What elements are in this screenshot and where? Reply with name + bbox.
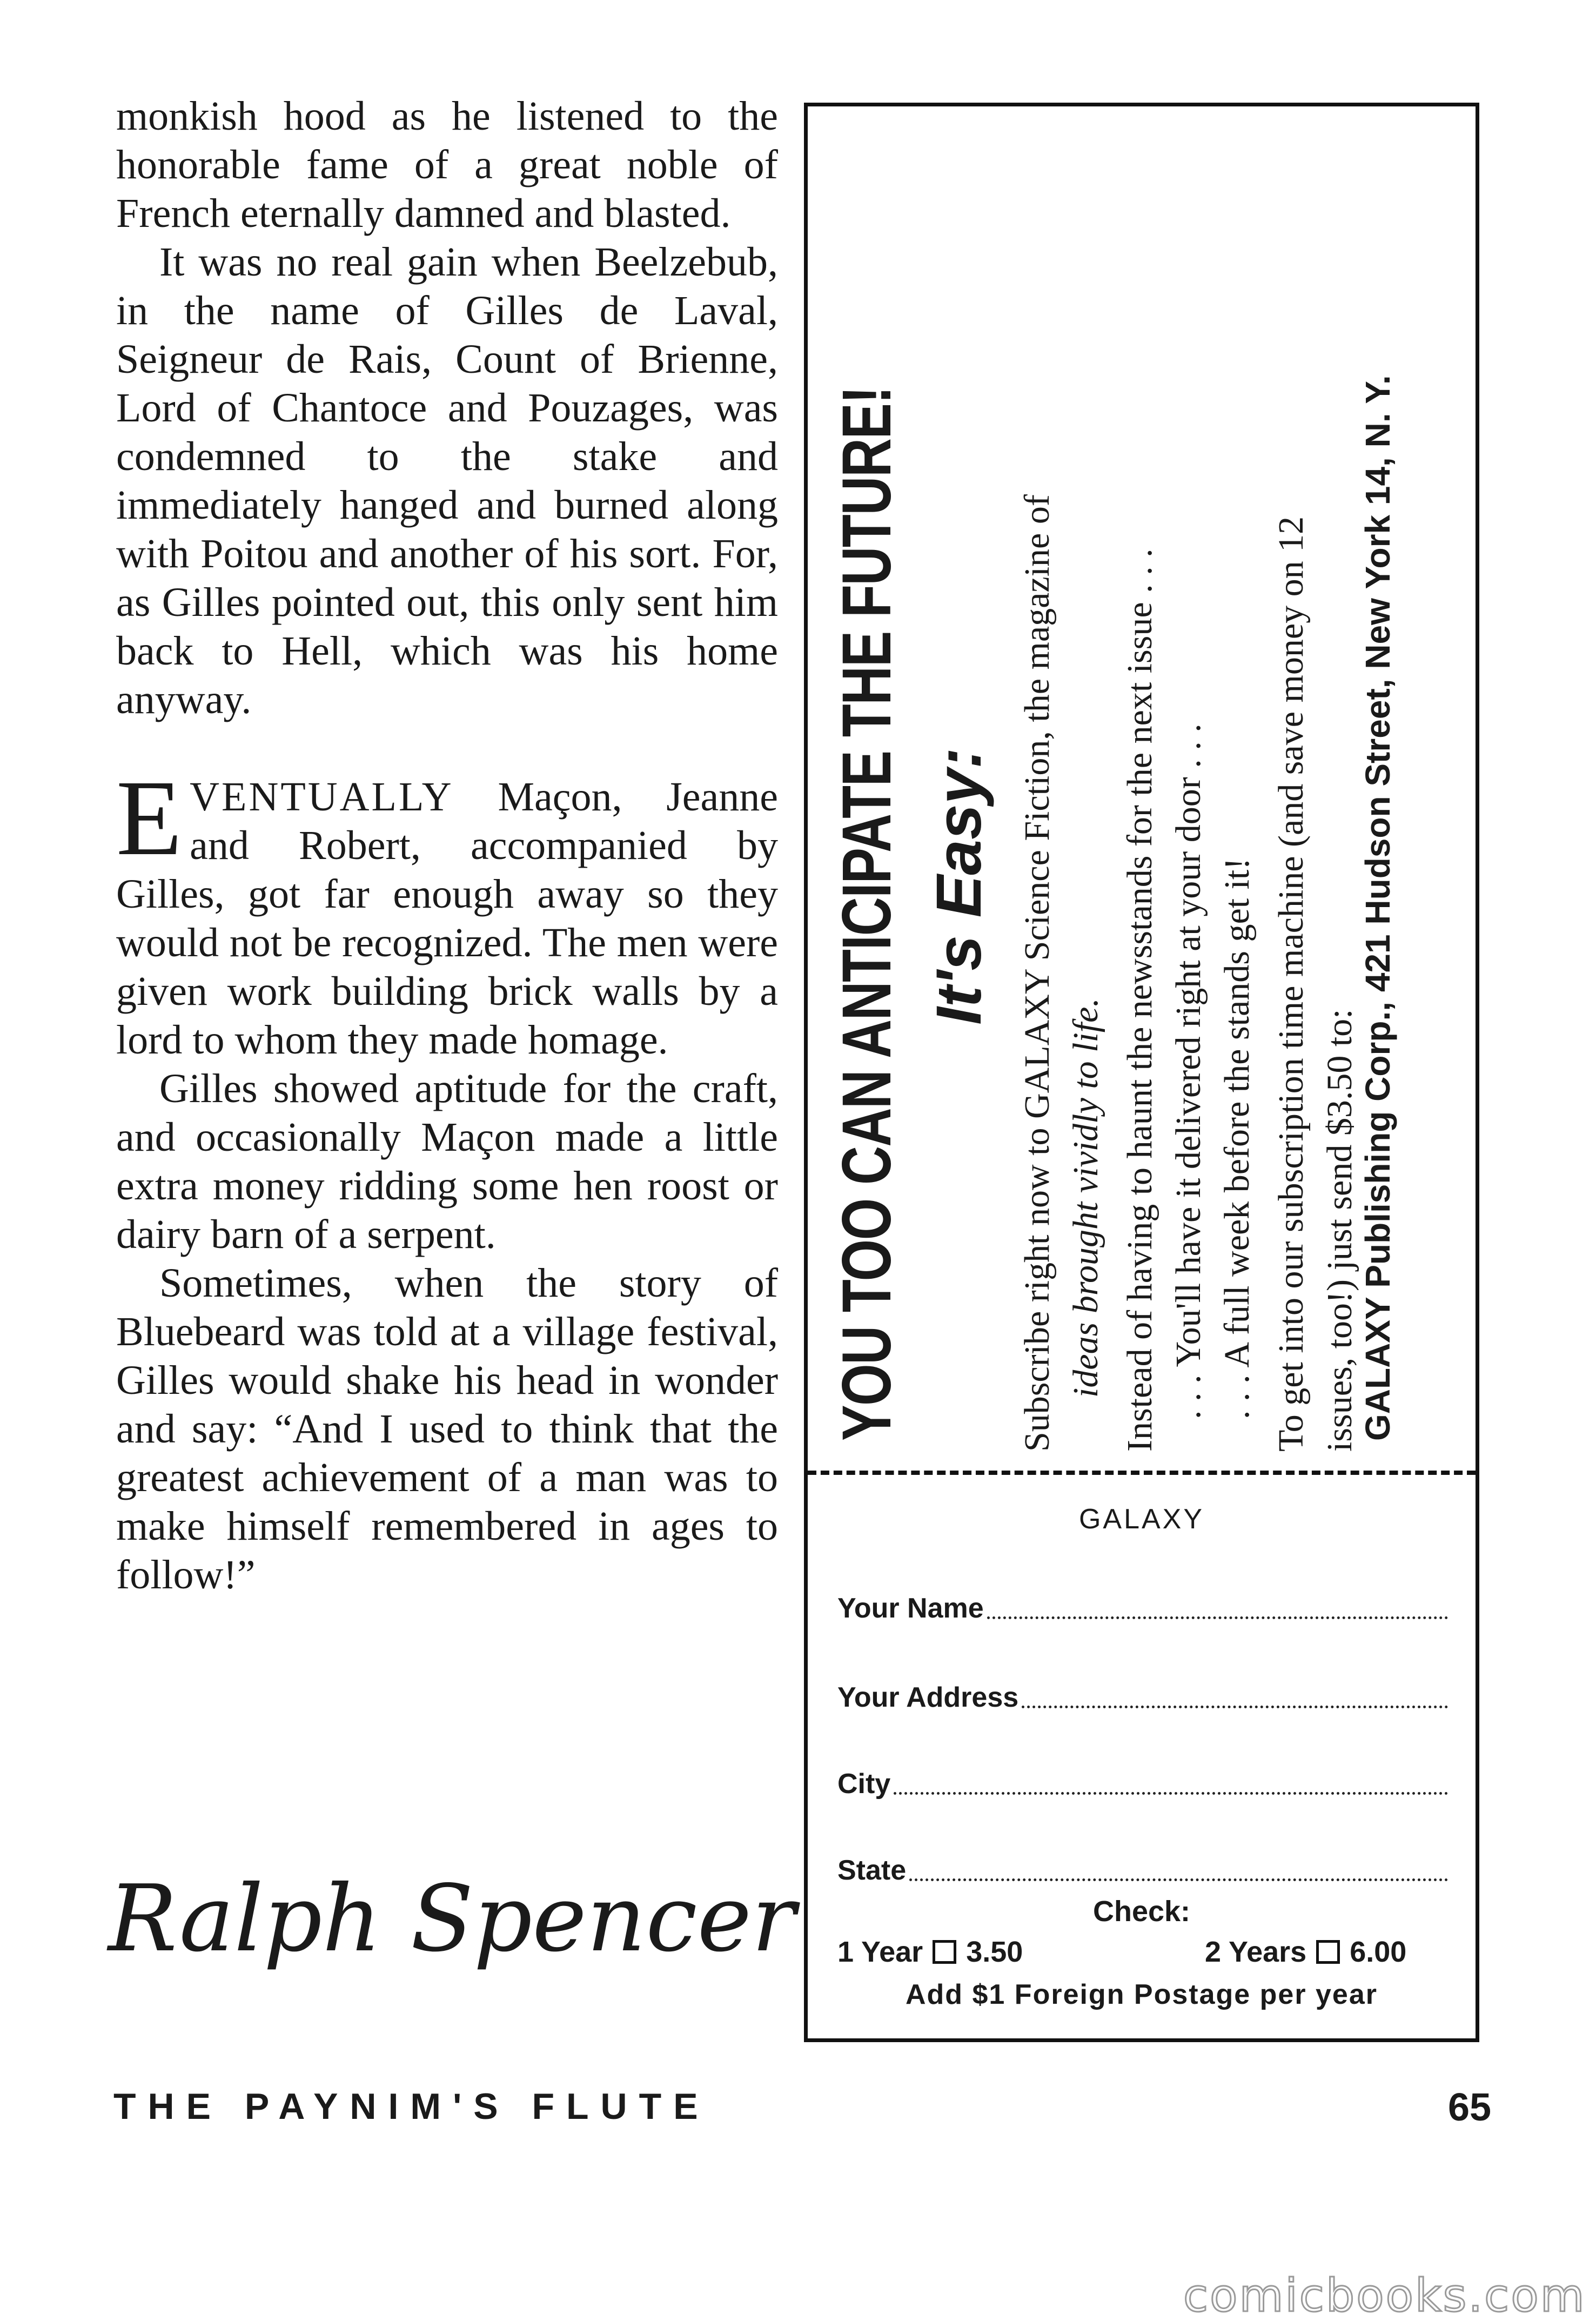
name-line[interactable] [987, 1616, 1448, 1619]
ad-line-door: . . . You'll have it delivered right at your door . . . [1169, 723, 1208, 1419]
address-label: Your Address [837, 1682, 1019, 1713]
name-field[interactable] [837, 1587, 1448, 1625]
subscription-coupon [808, 1481, 1476, 2032]
state-line[interactable] [909, 1878, 1448, 1881]
signature-graphic [103, 1858, 796, 1983]
option-1-year[interactable] [837, 1935, 1023, 1969]
coupon-cut-line [808, 1471, 1476, 1475]
name-label: Your Name [837, 1593, 984, 1624]
author-signature [103, 1858, 796, 1983]
state-label: State [837, 1855, 907, 1886]
option-2-label: 2 Years [1205, 1936, 1307, 1968]
ad-body [1013, 182, 1364, 1452]
option-2-checkbox[interactable] [1316, 1940, 1340, 1964]
ad-subhead: It's Easy: [923, 747, 995, 1025]
subscription-ad [804, 103, 1479, 2042]
watermark: comicbooks.com [1183, 2269, 1586, 2322]
story-paragraph-5: Sometimes, when the story of Bluebeard was told at a village festival, Gilles would shake his head in wonder and say: “And I used to think that the greatest achievement of a man was to make himself remembered in ages to follow!” [116, 1260, 778, 1598]
option-1-price: 3.50 [966, 1936, 1023, 1968]
check-label: Check: [1092, 1895, 1191, 1928]
option-1-label: 1 Year [837, 1936, 923, 1968]
story-paragraph-3 [116, 759, 778, 1064]
city-label: City [837, 1768, 891, 1800]
city-field[interactable] [837, 1762, 1448, 1800]
ad-line-newsstands: Instead of having to haunt the newsstands for the next issue . . . [1120, 548, 1159, 1452]
city-line[interactable] [894, 1792, 1448, 1795]
ad-line-ideas: ideas brought vividly to life. [1066, 998, 1105, 1398]
address-line[interactable] [1022, 1706, 1448, 1708]
ad-line-subscribe: Subscribe right now to GALAXY Science Fiction, the magazine of [1017, 494, 1057, 1452]
ad-line-subscription: To get into our subscription time machine (and save money on 12 [1271, 516, 1311, 1452]
drop-cap-word: VENTUALLY [190, 774, 454, 820]
ad-headline: YOU TOO CAN ANTICIPATE THE FUTURE! [828, 386, 906, 1441]
page-number: 65 [1448, 2086, 1492, 2129]
story-paragraph-3-text: Maçon, Jeanne and Robert, accompanied by Gilles, got far enough away so they would not be recognized. The men were given work building brick walls by a lord to whom they made homage. [116, 774, 778, 1063]
option-2-price: 6.00 [1350, 1936, 1407, 1968]
story-paragraph-2: It was no real gain when Beelzebub, in the name of Gilles de Laval, Seigneur de Rais, Count of Brienne, Lord of Chantoce and Pouzages, was condemned to the stake and immediately hanged and burned along with Poitou and another of his sort. For, as Gilles pointed out, this only sent him back to Hell, which was his home anyway. [116, 239, 778, 722]
svg-text:Ralph Spencer: Ralph Spencer [108, 1865, 796, 1972]
ad-line-week: . . . A full week before the stands get it! [1217, 857, 1257, 1419]
coupon-title: GALAXY [1078, 1504, 1205, 1535]
postage-note: Add $1 Foreign Postage per year [905, 1979, 1378, 2010]
ad-line-send: issues, too!) just send $3.50 to: [1320, 1009, 1359, 1452]
story-paragraph-1: monkish hood as he listened to the honorable fame of a great noble of French eternally damned and blasted. [116, 93, 778, 236]
option-1-checkbox[interactable] [933, 1940, 956, 1964]
address-field[interactable] [837, 1676, 1448, 1714]
story-paragraph-4: Gilles showed aptitude for the craft, and occasionally Maçon made a little extra money ridding some hen roost or dairy barn of a serpent. [116, 1066, 778, 1257]
ad-address: GALAXY Publishing Corp., 421 Hudson Street, New York 14, N. Y. [1358, 375, 1397, 1441]
ad-rotated-panel [808, 106, 1476, 1471]
story-column [116, 92, 778, 1599]
drop-cap: E [116, 759, 183, 878]
option-2-years[interactable] [1205, 1935, 1406, 1969]
state-field[interactable] [837, 1849, 1448, 1887]
running-footer-title: THE PAYNIM'S FLUTE [113, 2086, 710, 2127]
